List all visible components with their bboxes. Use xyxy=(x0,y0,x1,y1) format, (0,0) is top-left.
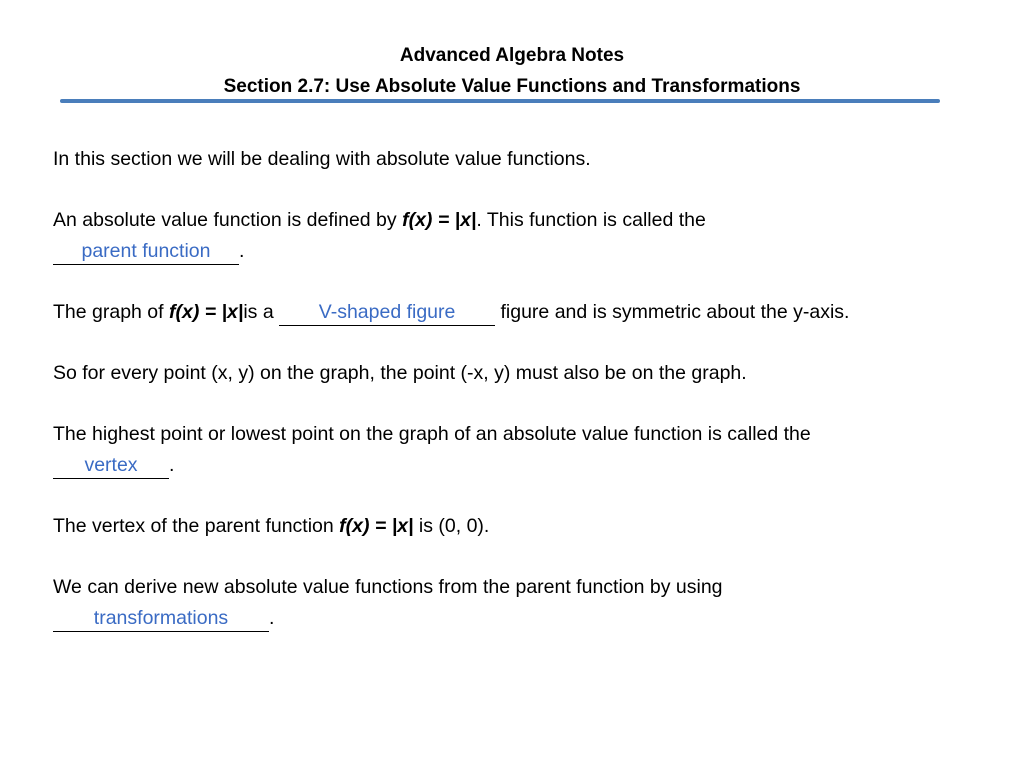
vertex-paragraph xyxy=(53,419,993,481)
header-divider xyxy=(60,99,940,103)
equation-vertex: f(x) = |x| xyxy=(339,515,414,537)
vertex-origin-before: The vertex of the parent function xyxy=(53,515,340,537)
answer-v-shaped: V-shaped figure xyxy=(318,301,456,323)
definition-text-after: . This function is called the xyxy=(476,209,706,231)
vertex-end: . xyxy=(169,454,175,476)
blank-vertex xyxy=(53,453,169,479)
slide-header xyxy=(0,40,1024,102)
equation-graph: f(x) = |x| xyxy=(169,301,244,323)
definition-text-before: An absolute value function is defined by xyxy=(53,209,403,231)
equation-parent: f(x) = |x| xyxy=(402,209,477,231)
definition-end: . xyxy=(239,240,245,262)
transformations-text: We can derive new absolute value functions from the parent function by using xyxy=(53,576,723,598)
intro-text: In this section we will be dealing with absolute value functions. xyxy=(53,148,591,170)
transformations-paragraph xyxy=(53,572,993,634)
transformations-end: . xyxy=(269,607,275,629)
notes-body xyxy=(53,144,993,664)
notes-title: Advanced Algebra Notes xyxy=(399,45,625,66)
section-title: Section 2.7: Use Absolute Value Functions and Transformations xyxy=(223,76,801,97)
symmetry-paragraph xyxy=(53,358,993,389)
answer-transformations: transformations xyxy=(93,607,229,629)
blank-transformations xyxy=(53,606,269,632)
graph-text-after: figure and is symmetric about the y-axis. xyxy=(495,301,850,323)
graph-text-before: The graph of xyxy=(53,301,169,323)
definition-paragraph xyxy=(53,205,993,267)
answer-parent-function: parent function xyxy=(81,240,211,262)
blank-parent-function xyxy=(53,239,239,265)
answer-vertex: vertex xyxy=(84,454,138,476)
vertex-origin-after: is (0, 0). xyxy=(413,515,490,537)
graph-paragraph xyxy=(53,297,993,328)
symmetry-text: So for every point (x, y) on the graph, the point (-x, y) must also be on the graph. xyxy=(53,362,747,384)
blank-v-shaped xyxy=(279,300,495,326)
vertex-text: The highest point or lowest point on the graph of an absolute value function is called the xyxy=(53,423,811,445)
intro-paragraph xyxy=(53,144,993,175)
graph-text-middle: is a xyxy=(243,301,280,323)
vertex-origin-paragraph xyxy=(53,511,993,542)
